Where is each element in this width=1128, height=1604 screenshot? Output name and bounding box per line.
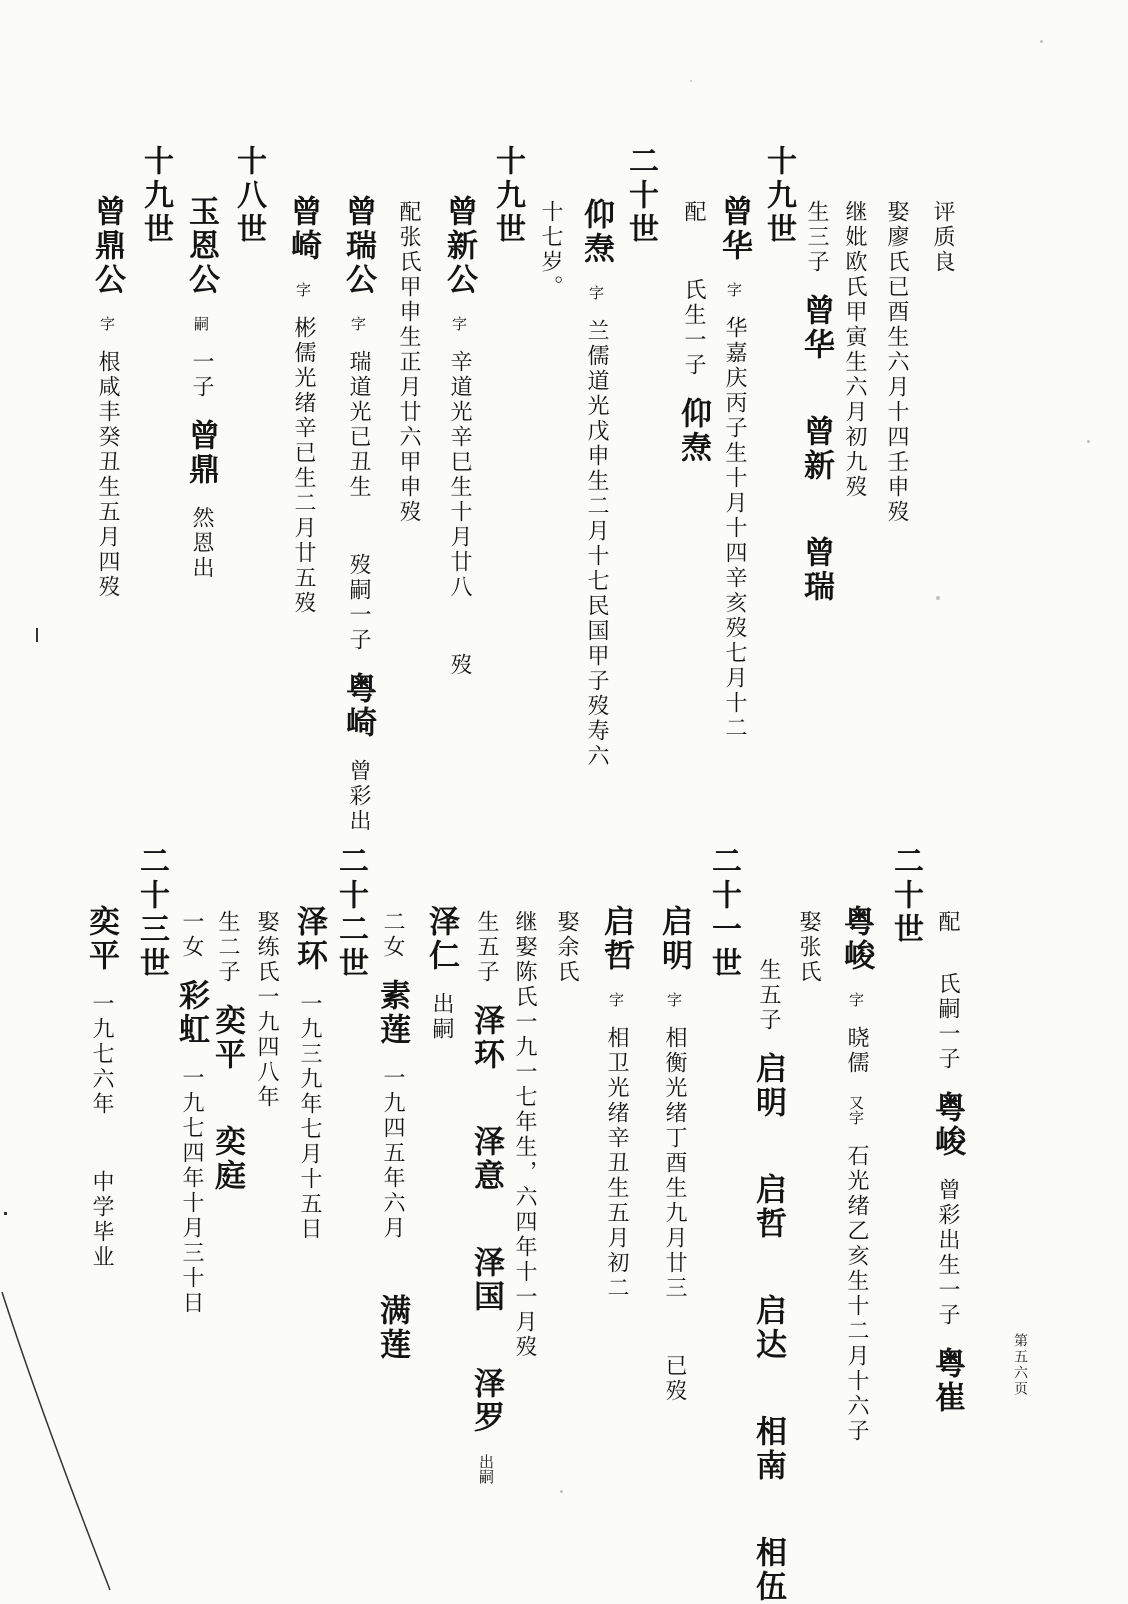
sons-line (750, 958, 786, 1604)
person-entry (423, 905, 459, 1042)
person-entry (578, 198, 614, 769)
entry-line: 十七岁。 (538, 200, 563, 300)
entry-line: 继娶陈氏一九一七年生，六四年十一月歿 (512, 910, 537, 1360)
zi-mark: 字 (98, 316, 116, 331)
entry-text: 一九三九年七月十五日 (297, 992, 322, 1242)
scan-speck (690, 80, 692, 82)
generation-heading: 二十世 (623, 145, 658, 247)
entry-text: 兰儒道光戊申生二月十七民国甲子歿寿六 (584, 319, 609, 769)
zi-mark: 字 (725, 282, 743, 297)
son-name: 泽国 (468, 1246, 504, 1314)
entry-text: 晓儒 (844, 1026, 869, 1076)
scan-speck (936, 596, 940, 600)
spouse-prefix: 配 (681, 200, 706, 225)
spouse-line (929, 910, 965, 1415)
spouse-text: 曾彩出生一子 (935, 1178, 960, 1328)
son-name: 启明 (750, 1052, 786, 1120)
entry-text: 根咸丰癸丑生五月四歿 (95, 350, 120, 600)
daughters-line (173, 910, 209, 1316)
person-name: 曾鼎公 (89, 195, 125, 297)
entry-line: 娶张氏 (796, 910, 821, 985)
page-number: 第五六页 (1012, 1333, 1028, 1397)
scan-speck (1040, 40, 1043, 43)
person-name: 粤峻 (838, 905, 874, 973)
entry-line: 娶练氏一九四八年 (254, 910, 279, 1110)
zi-mark: 字 (587, 285, 605, 300)
person-name: 启哲 (598, 905, 634, 973)
entry-line: 评质良 (930, 200, 955, 275)
sons-prefix: 生二子 (215, 910, 240, 985)
person-name: 泽环 (291, 905, 327, 973)
son-name: 粤崎 (340, 672, 376, 740)
person-name: 曾瑞公 (340, 195, 376, 297)
son-name: 相伍 (750, 1536, 786, 1604)
generation-heading: 十九世 (138, 145, 173, 247)
zi-mark: 字 (607, 992, 625, 1007)
son-name: 泽罗 (468, 1367, 504, 1435)
entry-text: 一子 (189, 350, 214, 400)
daughters-line (374, 910, 410, 1362)
chusi-mark: 出嗣 (429, 992, 454, 1042)
generation-heading: 十八世 (231, 145, 266, 247)
spouse-prefix: 配 (935, 910, 960, 935)
person-entry (656, 905, 692, 1404)
entry-text: 歿 (447, 653, 472, 678)
person-entry (716, 195, 752, 741)
si-mark: 嗣 (192, 316, 210, 331)
zi-mark: 字 (450, 316, 468, 331)
son-name: 相南 (750, 1415, 786, 1483)
chusi-mark: 出嗣 (477, 1454, 495, 1484)
son-name: 粤峻 (929, 1091, 965, 1159)
entry-text: 中学毕业 (89, 1170, 114, 1270)
entry-text: 歿嗣一子 (346, 553, 371, 653)
son-name: 粤崔 (929, 1347, 965, 1415)
youzi-mark: 又字 (847, 1095, 865, 1125)
entry-line: 继妣欧氏甲寅生六月初九歿 (842, 200, 867, 500)
spouse-text: 氏嗣一子 (935, 972, 960, 1072)
entry-line: 娶廖氏已酉生六月十四壬申歿 (884, 200, 909, 525)
son-name: 奕平 (209, 1004, 245, 1072)
person-entry (183, 195, 219, 581)
person-entry (441, 195, 477, 678)
entry-text: 曾彩出 (346, 759, 371, 834)
person-name: 曾崎 (285, 195, 321, 263)
person-name: 曾华 (716, 195, 752, 263)
generation-heading: 十九世 (490, 145, 525, 247)
person-name: 奕平 (83, 905, 119, 973)
person-name: 玉恩公 (183, 195, 219, 297)
son-name: 泽意 (468, 1125, 504, 1193)
person-name: 仰焘 (578, 198, 614, 266)
son-name: 泽环 (468, 1004, 504, 1072)
person-entry (291, 905, 327, 1242)
sons-prefix: 生三子 (804, 200, 829, 275)
scan-edge-line (0, 1290, 120, 1600)
person-entry (838, 905, 874, 1444)
person-name: 曾新公 (441, 195, 477, 297)
scan-speck (560, 1490, 563, 1493)
daughter-name: 素莲 (374, 979, 410, 1047)
sons-prefix: 生五子 (756, 958, 781, 1033)
son-name: 奕庭 (209, 1125, 245, 1193)
person-entry (89, 195, 125, 600)
person-name: 启明 (656, 905, 692, 973)
person-entry (285, 195, 321, 616)
entry-text: 然恩出 (189, 506, 214, 581)
son-name: 曾华 (798, 294, 834, 362)
daughters-prefix: 二女 (380, 910, 405, 960)
person-entry (340, 195, 376, 834)
zi-mark: 字 (847, 992, 865, 1007)
son-name: 启哲 (750, 1173, 786, 1241)
sons-line (798, 200, 834, 604)
entry-text: 已歿 (662, 1354, 687, 1404)
spouse-line (675, 200, 711, 465)
entry-text: 一九四五年六月 (380, 1066, 405, 1241)
son-name: 曾瑞 (798, 536, 834, 604)
entry-text: 相衡光绪丁酉生九月廿三 (662, 1026, 687, 1301)
scan-speck (1087, 440, 1090, 443)
entry-text: 石光绪乙亥生十二月十六子 (844, 1144, 869, 1444)
son-name: 曾新 (798, 415, 834, 483)
entry-text: 华嘉庆丙子生十月十四辛亥歿七月十二 (722, 316, 747, 741)
entry-line: 娶余氏 (554, 910, 579, 985)
person-entry (83, 905, 119, 1270)
entry-text: 一九七六年 (89, 992, 114, 1117)
scan-mark (36, 628, 38, 642)
scan-mark (4, 1212, 7, 1215)
entry-line: 配张氏甲申生正月廿六甲申歿 (396, 200, 421, 525)
person-name: 泽仁 (423, 905, 459, 973)
daughter-name: 满莲 (374, 1294, 410, 1362)
son-name: 曾鼎 (183, 419, 219, 487)
zi-mark: 字 (294, 282, 312, 297)
entry-text: 瑞道光已丑生 (346, 350, 371, 500)
entry-text: 相卫光绪辛丑生五月初二 (604, 1026, 629, 1301)
entry-text: 辛道光辛巳生十月廿八 (447, 350, 472, 600)
son-name: 启达 (750, 1294, 786, 1362)
sons-line (209, 910, 245, 1193)
sons-prefix: 生五子 (474, 910, 499, 985)
entry-text: 彬儒光绪辛已生二月廿五歿 (291, 316, 316, 616)
generation-heading: 二十世 (888, 845, 923, 947)
entry-text: 一九七四年十月三十日 (179, 1066, 204, 1316)
son-name: 仰焘 (675, 397, 711, 465)
zi-mark: 字 (349, 316, 367, 331)
generation-heading: 二十一世 (706, 845, 741, 981)
spouse-text: 氏生一子 (681, 278, 706, 378)
generation-heading: 二十三世 (134, 845, 169, 981)
generation-heading: 十九世 (761, 145, 796, 247)
person-entry (598, 905, 634, 1301)
daughter-name: 彩虹 (173, 979, 209, 1047)
generation-heading: 二十二世 (333, 845, 368, 981)
sons-line (468, 910, 504, 1484)
daughters-prefix: 一女 (179, 910, 204, 960)
zi-mark: 字 (665, 992, 683, 1007)
